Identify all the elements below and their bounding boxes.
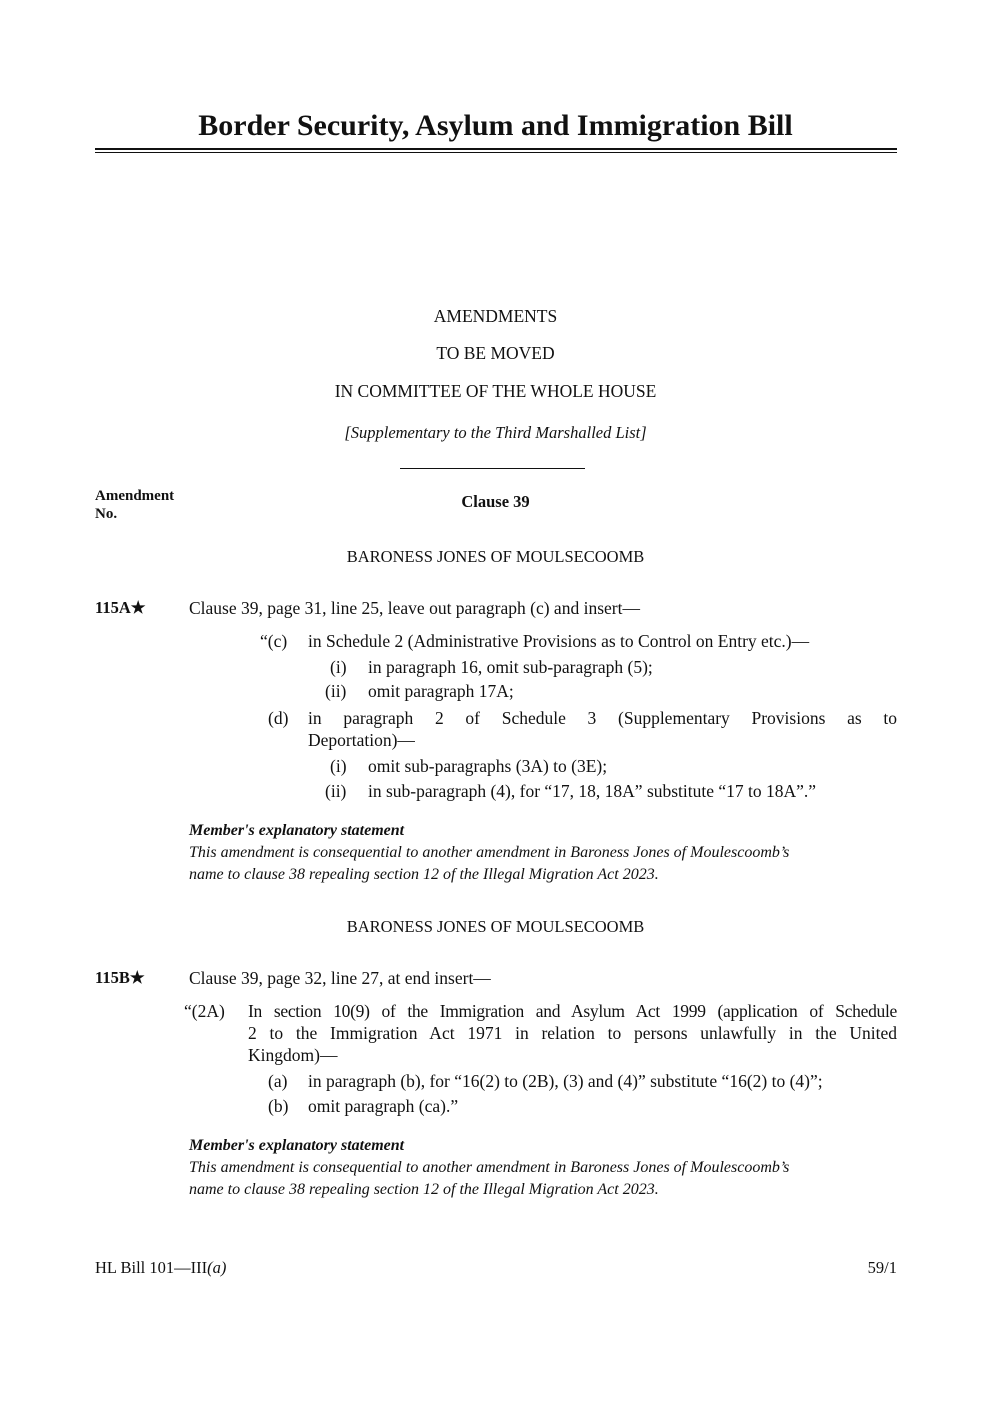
paragraph-label: (a) — [268, 1071, 288, 1091]
subparagraph-label: (i) — [330, 756, 347, 776]
title-rule-bottom — [95, 152, 897, 153]
section-divider — [400, 468, 585, 469]
explanatory-statement-heading: Member's explanatory statement — [189, 1137, 405, 1154]
subparagraph-text: omit sub-paragraphs (3A) to (3E); — [368, 756, 608, 776]
paragraph-text: in paragraph 2 of Schedule 3 (Supplementary Provisions as to — [308, 708, 897, 728]
document-title: Border Security, Asylum and Immigration Bill — [198, 109, 793, 142]
sponsor-name: BARONESS JONES OF MOULSECOOMB — [346, 547, 645, 566]
subparagraph-text: in paragraph 16, omit sub-paragraph (5); — [368, 657, 653, 677]
explanatory-statement-text: This amendment is consequential to another amendment in Baroness Jones of Moulescoomb’s — [189, 844, 790, 861]
explanatory-statement-text: name to clause 38 repealing section 12 of the Illegal Migration Act 2023. — [189, 1181, 659, 1198]
explanatory-statement-heading: Member's explanatory statement — [189, 822, 405, 839]
title-rule-top — [95, 148, 897, 150]
subsection-text: Kingdom)— — [248, 1045, 338, 1065]
subparagraph-label: (ii) — [325, 681, 347, 701]
explanatory-statement-text: name to clause 38 repealing section 12 of the Illegal Migration Act 2023. — [189, 866, 659, 883]
subparagraph-label: (i) — [330, 657, 347, 677]
amendment-number: 115A★ — [95, 598, 146, 617]
paragraph-text: omit paragraph (ca).” — [308, 1096, 459, 1116]
page-number: 59/1 — [867, 1258, 897, 1277]
bill-reference-suffix: (a) — [207, 1258, 227, 1277]
subparagraph-text: in sub-paragraph (4), for “17, 18, 18A” substitute “17 to 18A”.” — [368, 781, 817, 801]
subsection-text: In section 10(9) of the Immigration and Asylum Act 1999 (application of Schedule — [248, 1001, 897, 1021]
paragraph-text: in paragraph (b), for “16(2) to (2B), (3) and (4)” substitute “16(2) to (4)”; — [308, 1071, 823, 1091]
clause-heading: Clause 39 — [461, 492, 530, 511]
paragraph-text: in Schedule 2 (Administrative Provisions as to Control on Entry etc.)— — [308, 631, 810, 651]
paragraph-label: “(c) — [260, 631, 288, 651]
intro-to-be-moved: TO BE MOVED — [436, 343, 555, 363]
paragraph-text-continued: Deportation)— — [308, 730, 415, 750]
column-label-no: No. — [95, 506, 118, 522]
amendment-instruction: Clause 39, page 32, line 27, at end insert— — [189, 968, 491, 988]
paragraph-label: (b) — [268, 1096, 289, 1116]
intro-note: [Supplementary to the Third Marshalled List] — [344, 423, 647, 442]
amendment-instruction: Clause 39, page 31, line 25, leave out paragraph (c) and insert— — [189, 598, 640, 618]
sponsor-name: BARONESS JONES OF MOULSECOOMB — [346, 917, 645, 936]
amendment-number: 115B★ — [95, 968, 145, 987]
subparagraph-label: (ii) — [325, 781, 347, 801]
column-label-amendment: Amendment — [95, 488, 175, 504]
bill-reference-text: HL Bill 101—III — [95, 1258, 208, 1277]
intro-amendments: AMENDMENTS — [433, 306, 558, 326]
explanatory-statement-text: This amendment is consequential to another amendment in Baroness Jones of Moulescoomb’s — [189, 1159, 790, 1176]
subsection-text: 2 to the Immigration Act 1971 in relation to persons unlawfully in the United — [248, 1023, 897, 1043]
intro-committee: IN COMMITTEE OF THE WHOLE HOUSE — [334, 381, 657, 401]
bill-reference — [95, 1257, 226, 1279]
paragraph-label: (d) — [268, 708, 289, 728]
subsection-label: “(2A) — [184, 1001, 225, 1021]
subparagraph-text: omit paragraph 17A; — [368, 681, 514, 701]
